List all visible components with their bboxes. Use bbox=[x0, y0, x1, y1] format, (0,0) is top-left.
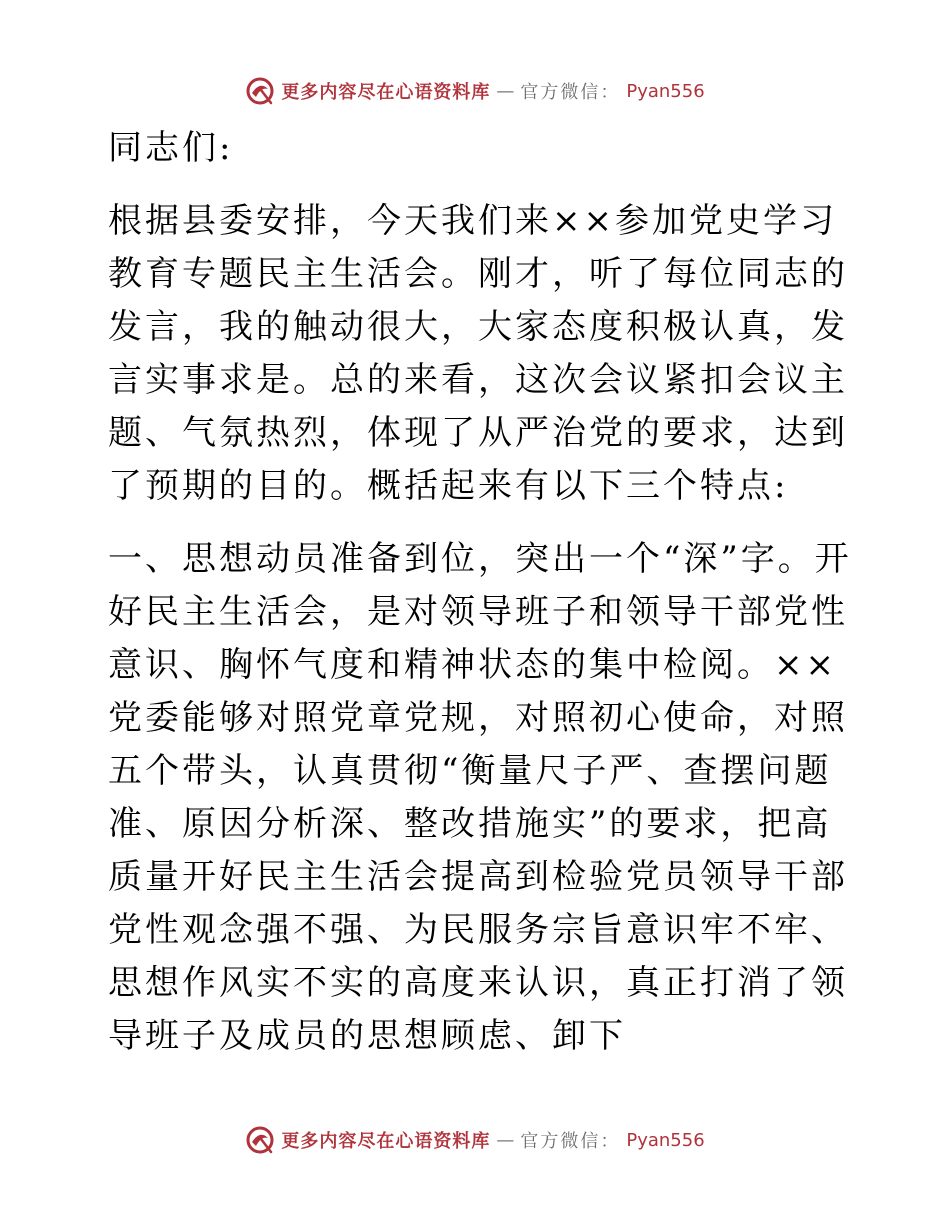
watermark-wechat-id: Pyan556 bbox=[626, 1129, 705, 1151]
watermark-separator: — bbox=[496, 1129, 515, 1151]
swirl-logo-icon bbox=[245, 1125, 275, 1155]
header-watermark bbox=[0, 71, 950, 111]
greeting: 同志们: bbox=[108, 128, 234, 168]
watermark-label: 官方微信： bbox=[520, 1131, 621, 1152]
swirl-logo-icon bbox=[245, 76, 275, 106]
watermark-brand: 更多内容尽在心语资料库 bbox=[281, 1131, 491, 1152]
paragraph-point-one: 一、思想动员准备到位，突出一个“深”字。开好民主生活会，是对领导班子和领导干部党性意识、胸怀气度和精神状态的集中检阅。××党委能够对照党章党规，对照初心使命，对照五个带头，认真贯彻“衡量尺子严、查摆问题准、原因分析深、整改措施实”的要求，把高质量开好民主生活会提高到检验党员领导干部党性观念强不强、为民服务宗旨意识牢不牢、思想作风实不实的高度来认识，真正打消了领导班子及成员的思想顾虑、卸下 bbox=[108, 539, 852, 1056]
watermark-label: 官方微信： bbox=[520, 82, 621, 103]
footer-watermark bbox=[0, 1120, 950, 1160]
paragraph-intro: 根据县委安排，今天我们来××参加党史学习教育专题民主生活会。刚才，听了每位同志的发言，我的触动很大，大家态度积极认真，发言实事求是。总的来看，这次会议紧扣会议主题、气氛热烈，体现了从严治党的要求，达到了预期的目的。概括起来有以下三个特点: bbox=[108, 201, 848, 506]
watermark-brand: 更多内容尽在心语资料库 bbox=[281, 82, 491, 103]
watermark-separator: — bbox=[496, 80, 515, 102]
document-body bbox=[98, 122, 858, 1063]
watermark-wechat-id: Pyan556 bbox=[626, 80, 705, 102]
